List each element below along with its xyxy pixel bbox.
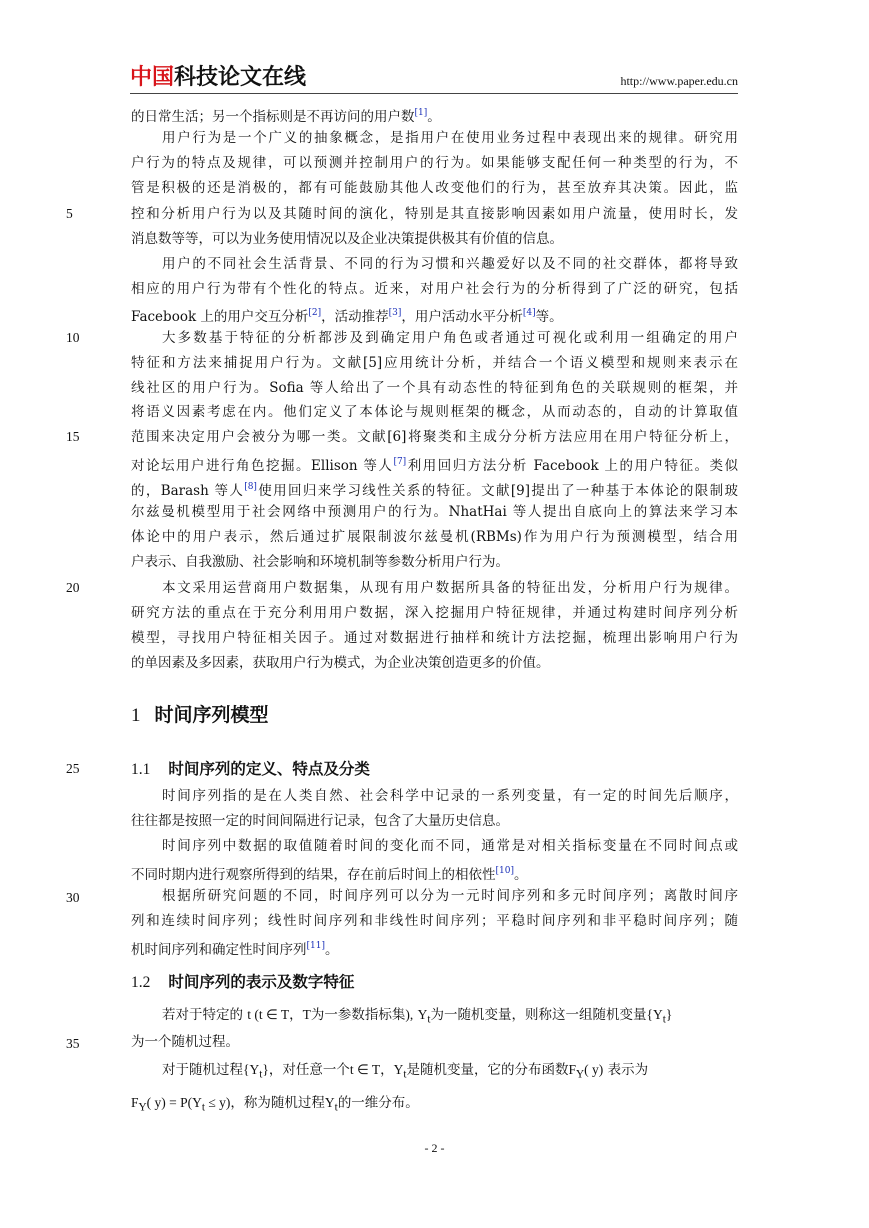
line-number: 15 (66, 429, 80, 444)
math-symbol: ≤ y) (205, 1095, 231, 1110)
citation-link[interactable]: [1] (414, 108, 428, 118)
line-number: 25 (66, 761, 80, 776)
body-line: 尔兹曼机模型用于社会网络中预测用户的行为。NhatHai 等人提出自底向上的算法来学习本 (131, 504, 738, 520)
page-number: - 2 - (424, 1141, 445, 1155)
text: 表示为 (607, 1062, 649, 1078)
citation-link[interactable]: [2] (308, 308, 322, 318)
header-url[interactable]: http://www.paper.edu.cn (620, 74, 738, 88)
subsection-heading (131, 757, 370, 779)
text: 若对于特定的 (162, 1007, 243, 1023)
body-line (131, 477, 738, 501)
subsection-number: 1.2 (131, 974, 151, 991)
text: 对于随机过程 (162, 1062, 243, 1078)
section-number: 1 (131, 705, 141, 726)
citation-link[interactable]: [4] (522, 308, 536, 318)
body-line: 消息数等等，可以为业务使用情况以及企业决策提供极其有价值的信息。 (131, 231, 563, 247)
math-subscript: t (201, 1101, 206, 1114)
text: ，活动推荐 (321, 309, 389, 325)
line-number: 20 (66, 580, 80, 595)
body-line (131, 1093, 738, 1118)
text: 。 (427, 109, 441, 125)
text: ， (380, 1062, 394, 1078)
body-line: 相应的用户行为带有个性化的特点。近来，对用户社会行为的分析得到了广泛的研究，包括 (131, 281, 738, 297)
subsection-title: 时间序列的表示及数字特征 (168, 973, 355, 991)
text: 的一维分布。 (337, 1095, 419, 1111)
body-line: 特征和方法来捕捉用户行为。文献[5]应用统计分析，并结合一个语义模型和规则来表示在 (131, 355, 738, 371)
section-title: 时间序列模型 (154, 704, 269, 726)
text: 机时间序列和确定性时间序列 (131, 942, 307, 958)
body-line: 的单因素及多因素，获取用户行为模式，为企业决策创造更多的价值。 (131, 655, 550, 671)
subsection-title: 时间序列的定义、特点及分类 (168, 760, 370, 778)
math-symbol: Y (417, 1007, 428, 1022)
body-line: 根据所研究问题的不同，时间序列可以分为一元时间序列和多元时间序列；离散时间序 (162, 888, 738, 904)
text: 的，Barash 等人 (131, 483, 245, 499)
math-symbol: } (665, 1007, 673, 1022)
text: Facebook 上的用户交互分析 (131, 309, 309, 325)
math-variable (646, 1007, 673, 1026)
body-line: 大多数基于特征的分析都涉及到确定用户角色或者通过可视化或利用一组确定的用户 (162, 330, 738, 346)
body-line (131, 936, 738, 960)
math-expression: t (t ∈ T，T为一参数指标集), (247, 1007, 414, 1022)
math-symbol: {Y (646, 1007, 663, 1022)
math-variable (393, 1062, 407, 1081)
math-variable (243, 1062, 269, 1081)
math-subscript: t (662, 1013, 666, 1026)
text: 。 (324, 942, 339, 958)
body-line: 管是积极的还是消极的，都有可能鼓励其他人改变他们的行为，甚至放弃其决策。因此，监 (131, 180, 738, 196)
math-symbol: ( y) (584, 1062, 604, 1077)
citation-link[interactable]: [8] (244, 482, 257, 492)
text: 对论坛用户进行角色挖掘。Ellison 等人 (131, 458, 394, 474)
math-expression: t ∈ T (349, 1062, 381, 1077)
citation-link[interactable]: [10] (495, 866, 514, 876)
citation-link[interactable]: [7] (393, 457, 407, 467)
body-line (131, 452, 738, 476)
citation-link[interactable]: [3] (388, 308, 402, 318)
math-subscript: t (427, 1013, 431, 1026)
site-logo (130, 66, 306, 90)
math-expression (131, 1095, 231, 1114)
body-line: 体论中的用户表示，然后通过扩展限制波尔兹曼机(RBMs)作为用户行为预测模型，结合用 (131, 529, 738, 545)
text: 。 (513, 867, 528, 883)
body-line: 列和连续时间序列；线性时间序列和非线性时间序列；平稳时间序列和非平稳时间序列；随 (131, 913, 738, 929)
line-number: 35 (66, 1036, 80, 1051)
body-line: 为一个随机过程。 (131, 1034, 239, 1050)
line-number: 30 (66, 890, 80, 905)
math-variable (568, 1062, 604, 1081)
body-line: 户行为的特点及规律，可以预测并控制用户的行为。如果能够支配任何一种类型的行为，不 (131, 155, 738, 171)
header-divider (130, 93, 738, 94)
body-line: 往往都是按照一定的时间间隔进行记录，包含了大量历史信息。 (131, 813, 509, 829)
body-line: 研究方法的重点在于充分利用用户数据，深入挖掘用户特征规律，并通过构建时间序列分析 (131, 605, 738, 621)
math-symbol: F (568, 1062, 577, 1077)
body-line: 时间序列指的是在人类自然、社会科学中记录的一系列变量，有一定的时间先后顺序， (162, 788, 738, 804)
text: ，称为随机过程 (230, 1095, 325, 1111)
text: 等。 (535, 309, 563, 325)
text: ，用户活动水平分析 (401, 309, 523, 325)
math-subscript: t (403, 1068, 407, 1081)
text: 为一随机变量，则称这一组随机变量 (430, 1007, 647, 1023)
math-subscript: t (259, 1068, 263, 1081)
subsection-number: 1.1 (131, 761, 151, 778)
body-line: 时间序列中数据的取值随着时间的变化而不同，通常是对相关指标变量在不同时间点或 (162, 838, 738, 854)
math-symbol: ( y) = P(Y (146, 1095, 202, 1110)
body-line (131, 303, 738, 327)
body-line (131, 103, 738, 127)
text: 使用回归来学习线性关系的特征。文献[9]提出了一种基于本体论的限制玻 (256, 483, 739, 499)
math-variable (324, 1095, 338, 1114)
math-symbol: Y (393, 1062, 404, 1077)
body-line: 线社区的用户行为。Sofia 等人给出了一个具有动态性的特征到角色的关联规则的框架，并 (131, 380, 738, 396)
section-heading (131, 700, 269, 727)
math-symbol: } (262, 1062, 269, 1077)
text: 的日常生活；另一个指标则是不再访问的用户数 (131, 109, 415, 125)
math-variable (417, 1007, 431, 1026)
math-subscript: Y (138, 1101, 147, 1114)
body-line: 模型，寻找用户特征相关因子。通过对数据进行抽样和统计方法挖掘，梳理出影响用户行为 (131, 630, 738, 646)
subsection-heading (131, 970, 354, 992)
text: 是随机变量，它的分布函数 (406, 1062, 569, 1078)
math-subscript: t (334, 1101, 338, 1114)
body-line: 用户行为是一个广义的抽象概念，是指用户在使用业务过程中表现出来的规律。研究用 (162, 130, 738, 146)
body-line (162, 1005, 738, 1030)
body-line: 本文采用运营商用户数据集，从现有用户数据所具备的特征出发，分析用户行为规律。 (162, 580, 738, 596)
math-symbol: Y (324, 1095, 335, 1110)
body-line (131, 861, 738, 885)
body-line: 控和分析用户行为以及其随时间的演化，特别是其直接影响因素如用户流量，使用时长，发 (131, 206, 738, 222)
citation-link[interactable]: [11] (306, 941, 325, 951)
text: 利用回归方法分析 Facebook 上的用户特征。类似 (406, 458, 738, 474)
logo-red-text: 中国 (130, 65, 175, 90)
body-line (162, 1060, 738, 1085)
math-subscript: Y (576, 1068, 585, 1081)
math-symbol: {Y (243, 1062, 260, 1077)
body-line: 范围来决定用户会被分为哪一类。文献[6]将聚类和主成分分析方法应用在用户特征分析上， (131, 429, 738, 445)
body-line: 户表示、自我激励、社会影响和环境机制等参数分析用户行为。 (131, 554, 509, 570)
text: ，对任意一个 (268, 1062, 350, 1078)
text: 不同时期内进行观察所得到的结果，存在前后时间上的相依性 (131, 867, 496, 883)
logo-black-text: 科技论文在线 (174, 65, 307, 90)
body-line: 用户的不同社会生活背景、不同的行为习惯和兴趣爱好以及不同的社交群体，都将导致 (162, 256, 738, 272)
line-number: 10 (66, 330, 80, 345)
body-line: 将语义因素考虑在内。他们定义了本体论与规则框架的概念，从而动态的，自动的计算取值 (131, 404, 738, 420)
math-symbol: F (131, 1095, 139, 1110)
line-number: 5 (66, 206, 73, 221)
